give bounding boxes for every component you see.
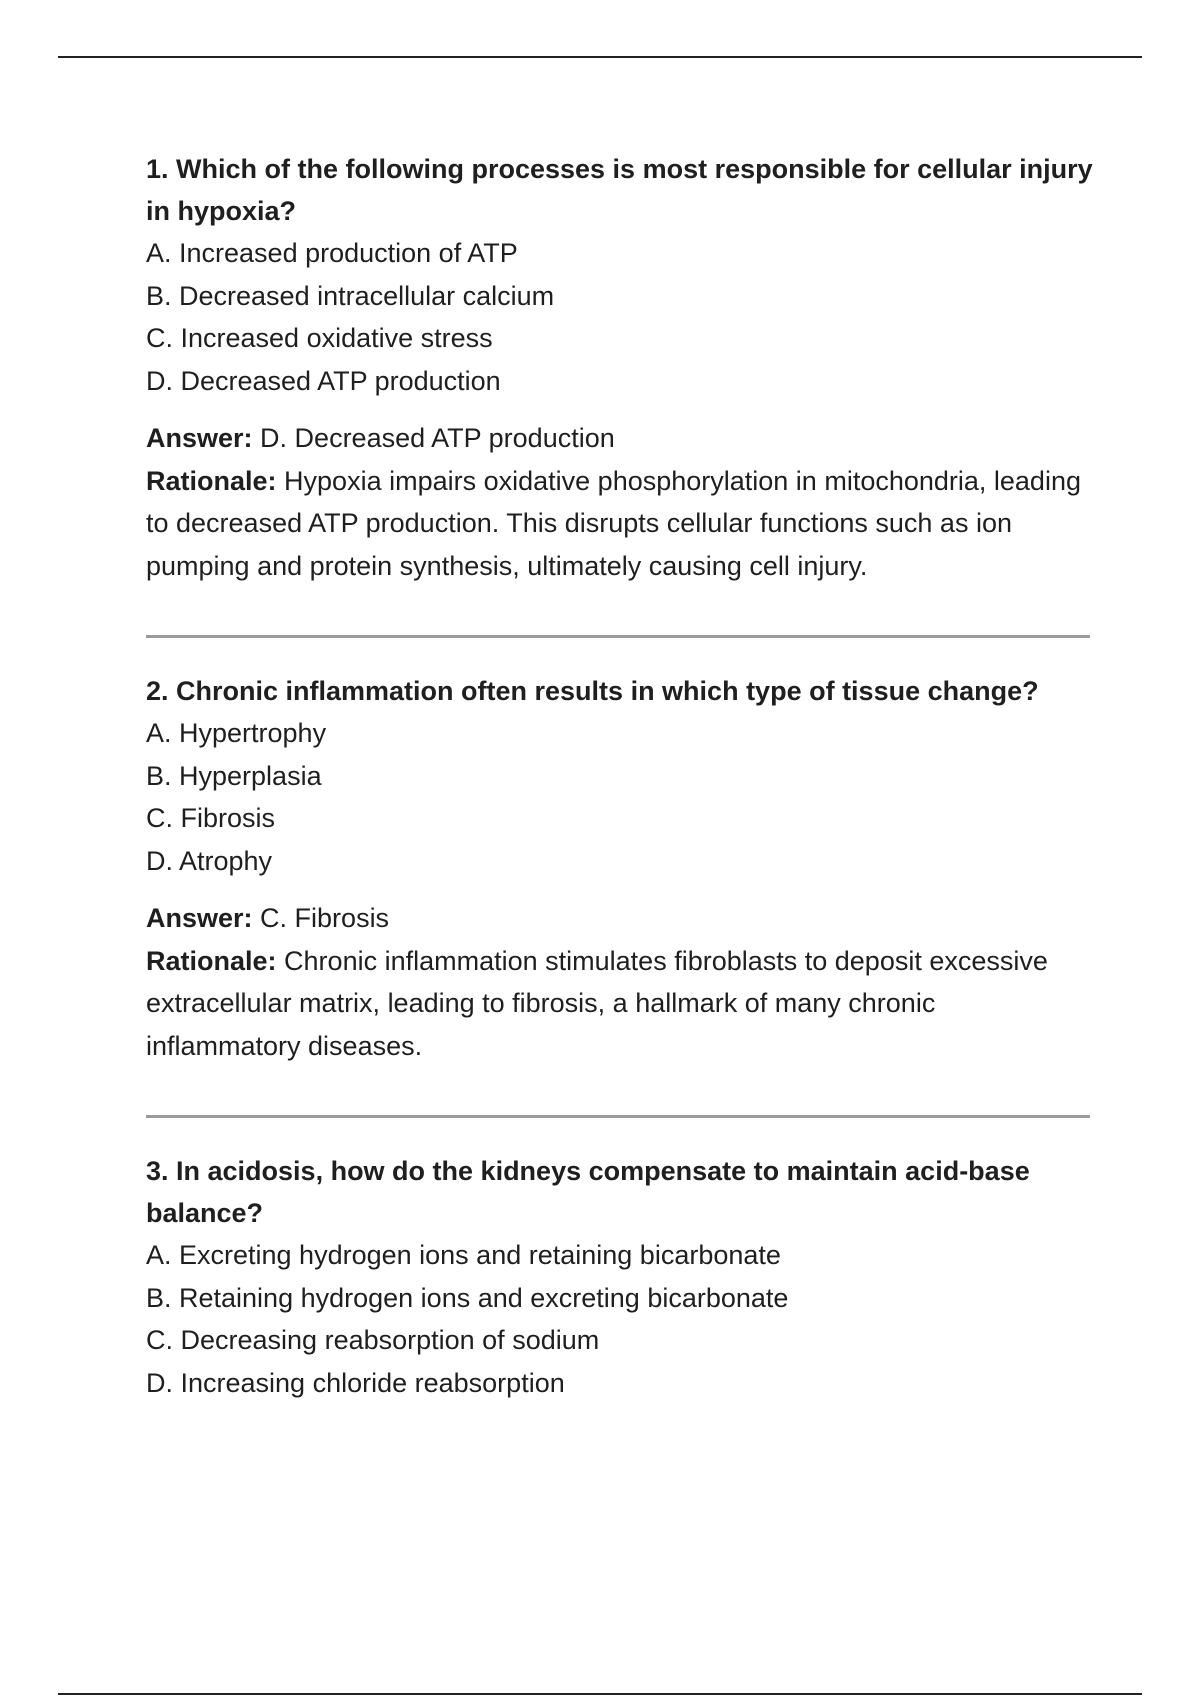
option-3d: D. Increasing chloride reabsorption [146, 1367, 565, 1398]
rationale-1 [146, 460, 1096, 588]
rationale-label: Rationale: [146, 465, 277, 496]
option-1b: B. Decreased intracellular calcium [146, 280, 555, 311]
option-3b: B. Retaining hydrogen ions and excreting bicarbonate [146, 1282, 789, 1313]
rationale-1-text: Hypoxia impairs oxidative phosphorylation in mitochondria, leading to decreased ATP production. This disrupts cellular functions such as ion pumping and protein synthesis, ultimately causing cell injury. [146, 465, 1081, 581]
answer-block-1 [146, 417, 1096, 587]
answer-block-2 [146, 897, 1096, 1067]
option-3a: A. Excreting hydrogen ions and retaining bicarbonate [146, 1240, 781, 1270]
section-divider [146, 635, 1090, 638]
question-block-3 [146, 1150, 1096, 1404]
rationale-label: Rationale: [146, 945, 277, 976]
rationale-2-text: Chronic inflammation stimulates fibroblasts to deposit excessive extracellular matrix, leading to fibrosis, a hallmark of many chronic inflammatory diseases. [146, 945, 1048, 1061]
option-2d: D. Atrophy [146, 845, 273, 876]
page-bottom-rule [58, 1693, 1142, 1695]
option-2a: A. Hypertrophy [146, 718, 327, 748]
question-3-text: 3. In acidosis, how do the kidneys compensate to maintain acid-base balance? [146, 1156, 1030, 1228]
option-3c: C. Decreasing reabsorption of sodium [146, 1325, 600, 1355]
answer-2-value: C. Fibrosis [260, 903, 390, 933]
option-2b: B. Hyperplasia [146, 760, 322, 791]
rationale-2 [146, 940, 1096, 1068]
answer-1 [146, 417, 1096, 460]
question-block-1 [146, 148, 1096, 587]
option-1c: C. Increased oxidative stress [146, 323, 493, 353]
page-top-rule [58, 56, 1142, 58]
option-1a: A. Increased production of ATP [146, 238, 518, 268]
option-2c: C. Fibrosis [146, 803, 276, 833]
question-1-options [146, 232, 1096, 402]
option-1d: D. Decreased ATP production [146, 365, 501, 396]
answer-label: Answer: [146, 903, 253, 933]
answer-1-value: D. Decreased ATP production [260, 423, 615, 453]
question-2-options [146, 712, 1096, 882]
question-1-text: 1. Which of the following processes is most responsible for cellular injury in hypoxia? [146, 154, 1093, 226]
question-2-text: 2. Chronic inflammation often results in which type of tissue change? [146, 676, 1039, 706]
document-content [146, 148, 1096, 1404]
question-3-options [146, 1234, 1096, 1404]
section-divider [146, 1115, 1090, 1118]
question-block-2 [146, 670, 1096, 1067]
answer-label: Answer: [146, 423, 253, 453]
answer-2 [146, 897, 1096, 940]
